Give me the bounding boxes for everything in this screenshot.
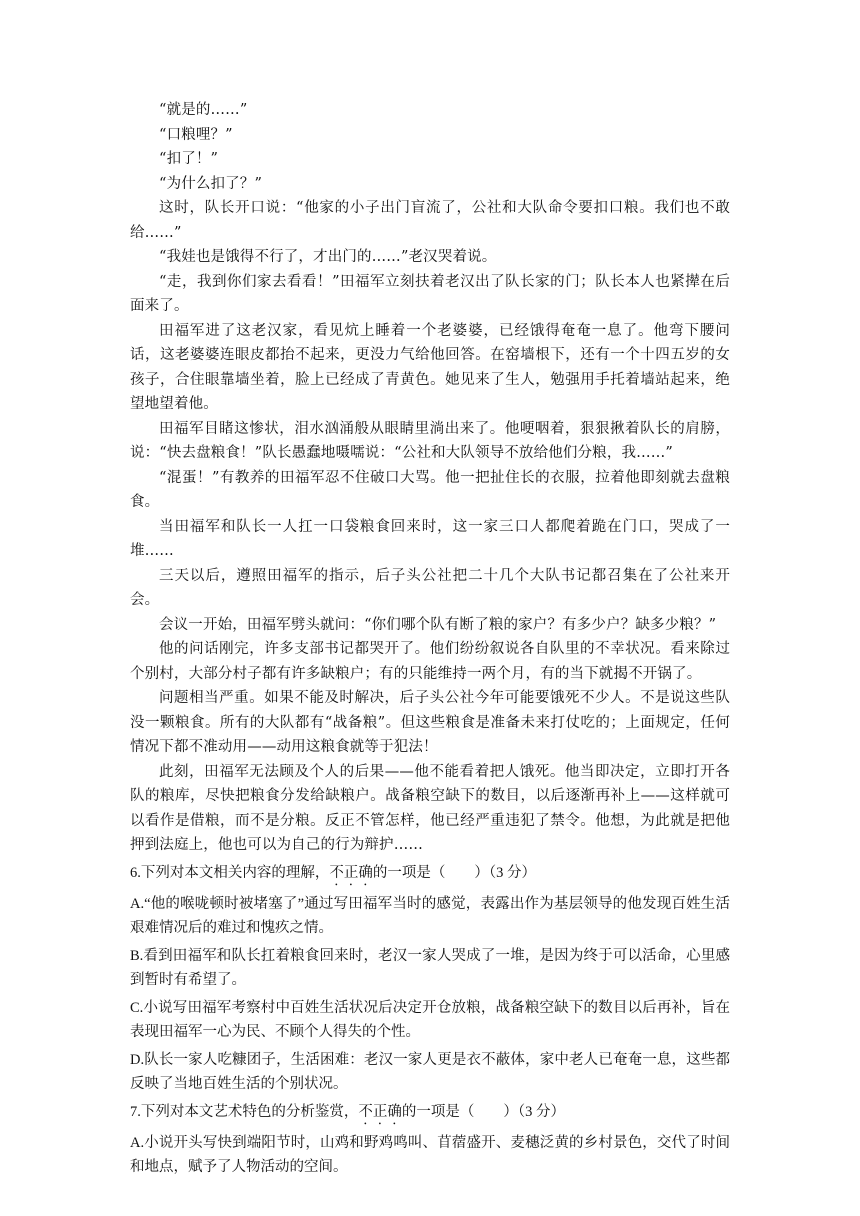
exam-page bbox=[130, 98, 730, 1180]
dialogue-line: “为什么扣了？” bbox=[159, 175, 263, 192]
question-6-stem-suffix: 的一项是（ ）（3 分） bbox=[372, 864, 536, 881]
question-6 bbox=[130, 861, 730, 1097]
passage-paragraph: 田福军进了这老汉家，看见炕上睡着一个老婆婆，已经饿得奄奄一息了。他弯下腰问话，这老婆婆连眼皮都抬不起来，更没力气给他回答。在窑墙根下，还有一个十四五岁的女孩子，合住眼靠墙坐着，脸上已经成了青黄色。她见来了生人，勉强用手托着墙站起来，绝望地望着他。 bbox=[130, 322, 730, 412]
dialogue-line: “扣了！” bbox=[159, 151, 219, 167]
question-6-stem-emphasis: 不正确 bbox=[329, 864, 373, 881]
question-7-option-a: A.小说开头写快到端阳节时，山鸡和野鸡鸣叫、苜蓿盛开、麦穗泛黄的乡村景色，交代了时间和地点，赋予了人物活动的空间。 bbox=[130, 1134, 730, 1175]
question-6-stem bbox=[130, 861, 730, 889]
question-7-stem-emphasis: 不正确 bbox=[358, 1103, 402, 1120]
question-7-stem bbox=[130, 1100, 730, 1128]
passage-paragraph: 问题相当严重。如果不能及时解决，后子头公社今年可能要饿死不少人。不是说这些队没一颗粮食。所有的大队都有“战备粮”。但这些粮食是准备未来打仗吃的；上面规定，任何情况下都不准动用——动用这粮食就等于犯法！ bbox=[130, 690, 730, 755]
question-7-stem-suffix: 的一项是（ ）（3 分） bbox=[401, 1103, 565, 1120]
passage-paragraph: 三天以后，遵照田福军的指示，后子头公社把二十几个大队书记都召集在了公社来开会。 bbox=[130, 567, 730, 608]
passage-paragraph: 他的问话刚完，许多支部书记都哭开了。他们纷纷叙说各自队里的不幸状况。看来除过个别村，大部分村子都有许多缺粮户；有的只能维持一两个月，有的当下就揭不开锅了。 bbox=[130, 641, 730, 682]
question-7 bbox=[130, 1100, 730, 1180]
passage-paragraph: “走，我到你们家去看看！”田福军立刻扶着老汉出了队长家的门；队长本人也紧撵在后面来了。 bbox=[130, 273, 730, 314]
dialogue-line: “口粮哩？” bbox=[159, 126, 233, 143]
passage-paragraph: “我娃也是饿得不行了，才出门的……”老汉哭着说。 bbox=[159, 249, 497, 265]
question-6-option-c: C.小说写田福军考察村中百姓生活状况后决定开仓放粮，战备粮空缺下的数目以后再补，旨在表现田福军一心为民、不顾个人得失的个性。 bbox=[130, 999, 730, 1040]
dialogue-line: “就是的……” bbox=[159, 102, 248, 118]
passage-paragraph: 田福军目睹这惨状，泪水汹涌般从眼睛里淌出来了。他哽咽着，狠狠揪着队长的肩膀，说：“快去盘粮食！”队长愚蠢地嗫嚅说：“公社和大队领导不放给他们分粮，我……” bbox=[130, 420, 730, 461]
passage-paragraph: 当田福军和队长一人扛一口袋粮食回来时，这一家三口人都爬着跪在门口，哭成了一堆…… bbox=[130, 518, 730, 559]
question-6-option-b: B.看到田福军和队长扛着粮食回来时，老汉一家人哭成了一堆，是因为终于可以活命，心里感到暂时有希望了。 bbox=[130, 947, 730, 988]
passage-paragraph: 会议一开始，田福军劈头就问：“你们哪个队有断了粮的家户？有多少户？缺多少粮？” bbox=[159, 616, 717, 633]
question-6-stem-prefix: 6.下列对本文相关内容的理解， bbox=[130, 864, 330, 881]
question-7-stem-prefix: 7.下列对本文艺术特色的分析鉴赏， bbox=[130, 1103, 359, 1120]
passage-paragraph: 这时，队长开口说：“他家的小子出门盲流了，公社和大队命令要扣口粮。我们也不敢给……” bbox=[130, 200, 730, 241]
passage-text bbox=[130, 98, 730, 858]
passage-paragraph: 此刻，田福军无法顾及个人的后果——他不能看着把人饿死。他当即决定，立即打开各队的粮库，尽快把粮食分发给缺粮户。战备粮空缺下的数目，以后逐渐再补上——这样就可以看作是借粮，而不是分粮。反正不管怎样，他已经严重违犯了禁令。他想，为此就是把他押到法庭上，他也可以为自己的行为辩护…… bbox=[130, 763, 730, 853]
question-6-option-d: D.队长一家人吃糠团子，生活困难：老汉一家人更是衣不蔽体，家中老人已奄奄一息，这些都反映了当地百姓生活的个别状况。 bbox=[130, 1051, 730, 1092]
passage-paragraph: “混蛋！”有教养的田福军忍不住破口大骂。他一把扯住长的衣服，拉着他即刻就去盘粮食。 bbox=[130, 469, 730, 510]
question-6-option-a: A.“他的喉咙顿时被堵塞了”通过写田福军当时的感觉，表露出作为基层领导的他发现百姓生活艰难情况后的难过和愧疚之情。 bbox=[130, 895, 730, 936]
